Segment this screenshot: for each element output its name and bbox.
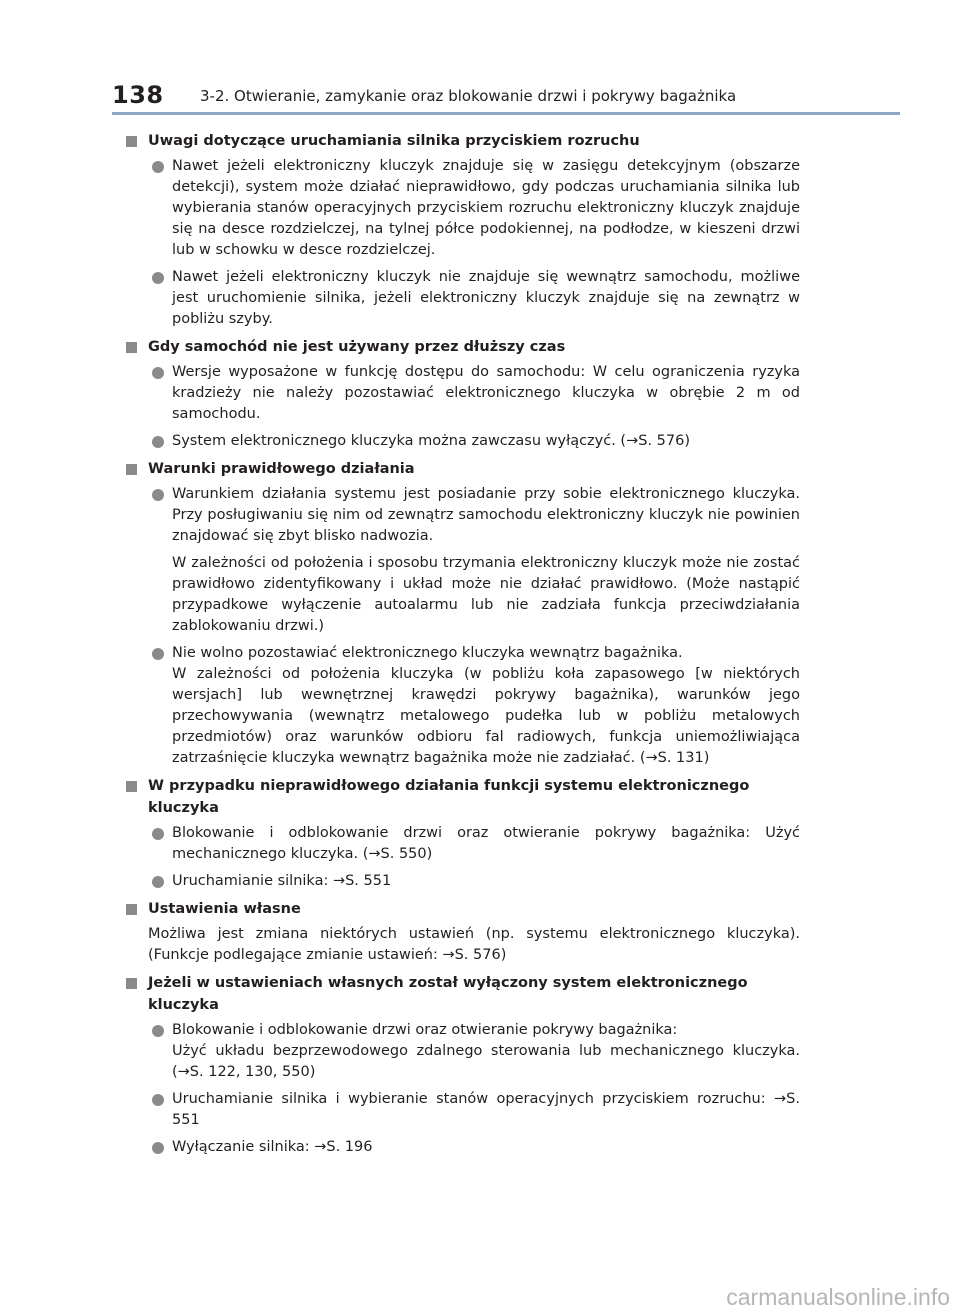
section-system-disabled (124, 972, 800, 1158)
circle-bullet-icon (152, 436, 164, 448)
section-malfunction (124, 775, 800, 892)
page-header (112, 80, 902, 116)
section-long-unused (124, 336, 800, 452)
circle-bullet-icon (152, 489, 164, 501)
circle-bullet-icon (152, 828, 164, 840)
section-heading: Ustawienia własne (124, 898, 800, 920)
list-item: Nie wolno pozostawiać elektronicznego kluczyka wewnątrz bagażnika. W zależności od położenia kluczyka (w pobliżu koła zapasowego [w niektórych wersjach] lub wewnętrznej krawędzi pokrywy bagażnika), warunków jego przechowywania (wewnątrz metalowego pudełka lub w pobliżu metalowych przedmiotów) oraz warunków odbioru fal radiowych, funkcja uniemożliwiająca zatrzaśnięcie kluczyka wewnątrz bagażnika może nie zadziałać. (→S. 131) (124, 643, 800, 769)
square-bullet-icon (126, 781, 137, 792)
section-heading: Warunki prawidłowego działania (124, 458, 800, 480)
square-bullet-icon (126, 136, 137, 147)
circle-bullet-icon (152, 367, 164, 379)
section-operating-conditions (124, 458, 800, 769)
section-heading: W przypadku nieprawidłowego działania funkcji systemu elektronicznego kluczyka (124, 775, 800, 819)
paragraph: Możliwa jest zmiana niektórych ustawień (np. systemu elektronicznego kluczyka). (Funkcje podlegające zmianie ustawień: →S. 576) (148, 926, 800, 963)
square-bullet-icon (126, 342, 137, 353)
list-item: Blokowanie i odblokowanie drzwi oraz otwieranie pokrywy bagażnika: Użyć mechanicznego kluczyka. (→S. 550) (124, 823, 800, 865)
list-item: Blokowanie i odblokowanie drzwi oraz otwieranie pokrywy bagażnika: Użyć układu bezprzewodowego zdalnego sterowania lub mechanicznego kluczyka. (→S. 122, 130, 550) (124, 1020, 800, 1083)
watermark: carmanualsonline.info (726, 1284, 950, 1310)
list-item: Warunkiem działania systemu jest posiadanie przy sobie elektronicznego kluczyka. Przy posługiwaniu się nim od zewnątrz samochodu elektroniczny kluczyk nie powinien znajdować się zbyt blisko nadwozia. (124, 484, 800, 547)
circle-bullet-icon (152, 1142, 164, 1154)
square-bullet-icon (126, 464, 137, 475)
paragraph: W zależności od położenia i sposobu trzymania elektroniczny kluczyk może nie zostać prawidłowo zidentyfikowany i układ może nie działać prawidłowo. (Może nastąpić przypadkowe wyłączenie autoalarmu lub nie zadziała funkcja przeciwdziałania zablokowaniu drzwi.) (172, 555, 800, 634)
section-heading: Gdy samochód nie jest używany przez dłuższy czas (124, 336, 800, 358)
list-item: Nawet jeżeli elektroniczny kluczyk nie znajduje się wewnątrz samochodu, możliwe jest uruchomienie silnika, jeżeli elektroniczny kluczyk znajduje się na zewnątrz w pobliżu szyby. (124, 267, 800, 330)
circle-bullet-icon (152, 1025, 164, 1037)
list-item: Wyłączanie silnika: →S. 196 (124, 1137, 800, 1158)
list-item: Nawet jeżeli elektroniczny kluczyk znajduje się w zasięgu detekcyjnym (obszarze detekcji), system może działać nieprawidłowo, gdy podczas uruchamiania silnika lub wybierania stanów operacyjnych przyciskiem rozruchu elektroniczny kluczyk znajduje się na desce rozdzielczej, na tylnej półce podokiennej, na podłodze, w kieszeni drzwi lub w schowku w desce rozdzielczej. (124, 156, 800, 261)
square-bullet-icon (126, 978, 137, 989)
list-item: Wersje wyposażone w funkcję dostępu do samochodu: W celu ograniczenia ryzyka kradzieży nie należy pozostawiać elektronicznego kluczyka w obrębie 2 m od samochodu. (124, 362, 800, 425)
circle-bullet-icon (152, 161, 164, 173)
page-content (124, 126, 800, 1164)
circle-bullet-icon (152, 876, 164, 888)
circle-bullet-icon (152, 1094, 164, 1106)
section-engine-start (124, 130, 800, 330)
circle-bullet-icon (152, 272, 164, 284)
section-heading: Uwagi dotyczące uruchamiania silnika przyciskiem rozruchu (124, 130, 800, 152)
section-heading: Jeżeli w ustawieniach własnych został wyłączony system elektronicznego kluczyka (124, 972, 800, 1016)
chapter-title: 3-2. Otwieranie, zamykanie oraz blokowanie drzwi i pokrywy bagażnika (200, 87, 737, 105)
square-bullet-icon (126, 904, 137, 915)
list-item: System elektronicznego kluczyka można zawczasu wyłączyć. (→S. 576) (124, 431, 800, 452)
circle-bullet-icon (152, 648, 164, 660)
section-custom-settings (124, 898, 800, 966)
header-divider (112, 112, 900, 115)
page-number: 138 (112, 81, 164, 109)
list-item: Uruchamianie silnika i wybieranie stanów operacyjnych przyciskiem rozruchu: →S. 551 (124, 1089, 800, 1131)
list-item: Uruchamianie silnika: →S. 551 (124, 871, 800, 892)
